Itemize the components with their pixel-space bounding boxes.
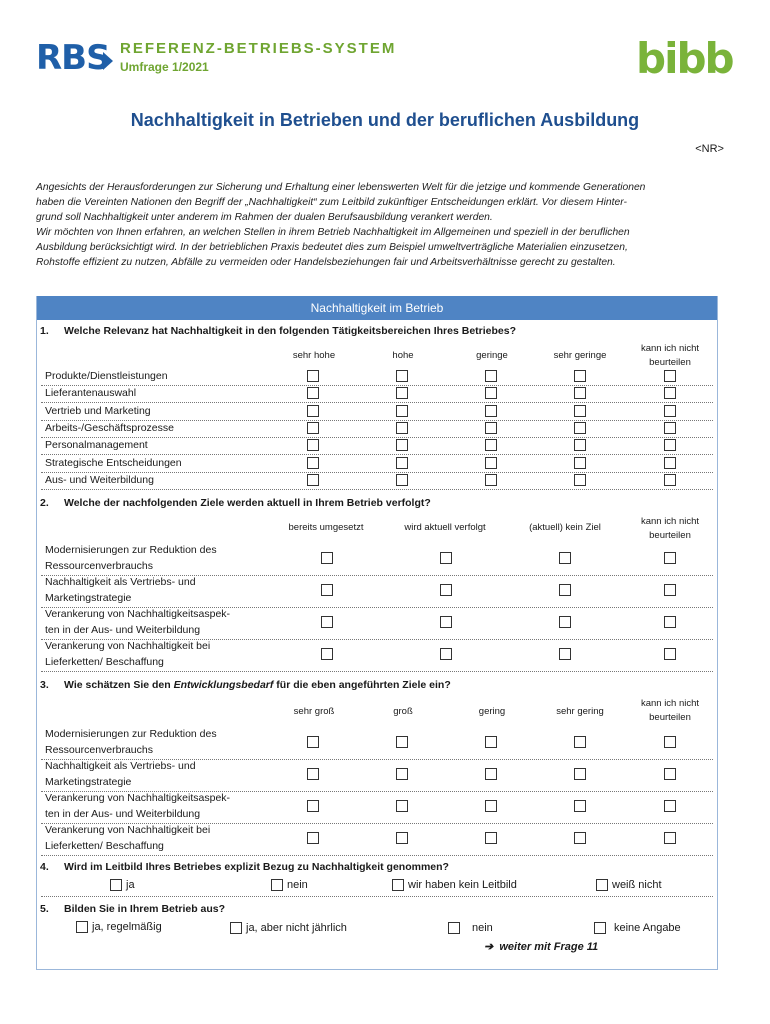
checkbox[interactable] xyxy=(307,439,319,451)
checkbox[interactable] xyxy=(664,370,676,382)
row-label-line: Nachhaltigkeit als Vertriebs- und xyxy=(45,760,196,772)
option-label: ja xyxy=(126,879,135,891)
intro-line: Angesichts der Herausforderungen zur Sicherung und Erhaltung einer lebenswerten Welt für die jetzige und kommende Generationen xyxy=(36,182,646,193)
row-divider xyxy=(41,385,713,386)
checkbox[interactable] xyxy=(596,879,608,891)
checkbox[interactable] xyxy=(574,457,586,469)
row-divider xyxy=(41,671,713,672)
checkbox[interactable] xyxy=(307,457,319,469)
intro-line: grund soll Nachhaltigkeit unter anderem im Rahmen der dualen Berufsausbildung verankert werden. xyxy=(36,212,493,223)
q4-option-kein-leitbild[interactable] xyxy=(392,879,517,891)
page-title: Nachhaltigkeit in Betrieben und der beruflichen Ausbildung xyxy=(130,110,640,130)
intro-line: Wir möchten von Ihnen erfahren, an welchen Stellen in ihrem Betrieb Nachhaltigkeit im Allgemeinen und speziell in der beruflichen xyxy=(36,227,630,238)
option-label: ja, regelmäßig xyxy=(92,921,162,933)
row-label xyxy=(45,368,168,384)
checkbox[interactable] xyxy=(664,457,676,469)
question-number: 3. xyxy=(40,679,49,691)
column-header: groß xyxy=(393,706,413,717)
checkbox[interactable] xyxy=(440,584,452,596)
checkbox[interactable] xyxy=(440,616,452,628)
row-label-line: Vertrieb und Marketing xyxy=(45,404,151,417)
checkbox[interactable] xyxy=(396,370,408,382)
row-label xyxy=(45,638,210,670)
checkbox[interactable] xyxy=(271,879,283,891)
row-label-line: Ressourcenverbrauchs xyxy=(45,744,153,756)
row-label xyxy=(45,726,217,758)
q5-option-nicht-jaehrlich[interactable] xyxy=(230,922,347,934)
intro-line: Ausbildung berücksichtigt wird. In der betrieblichen Praxis bedeutet dies zum Beispiel umweltverträgliche Materialien einzusetzen, xyxy=(36,242,628,253)
row-label-line: Arbeits-/Geschäftsprozesse xyxy=(45,421,174,434)
row-label xyxy=(45,790,230,822)
column-header: kann ich nicht beurteilen xyxy=(640,698,700,723)
column-header: wird aktuell verfolgt xyxy=(404,522,486,533)
checkbox[interactable] xyxy=(321,648,333,660)
column-header: bereits umgesetzt xyxy=(288,522,364,533)
question-text: Wird im Leitbild Ihres Betriebes explizit Bezug zu Nachhaltigkeit genommen? xyxy=(64,861,449,873)
checkbox[interactable] xyxy=(396,736,408,748)
checkbox[interactable] xyxy=(559,552,571,564)
rbs-logo: RBS xyxy=(36,38,110,78)
row-label-line: Modernisierungen zur Reduktion des xyxy=(45,544,217,556)
row-label xyxy=(45,385,136,401)
checkbox[interactable] xyxy=(307,800,319,812)
checkbox[interactable] xyxy=(664,616,676,628)
column-header: sehr hohe xyxy=(292,350,336,361)
checkbox[interactable] xyxy=(664,648,676,660)
skip-instruction xyxy=(484,940,598,953)
row-label xyxy=(45,455,182,471)
question-2 xyxy=(40,497,431,509)
q4-option-weiss-nicht[interactable] xyxy=(596,879,662,891)
checkbox[interactable] xyxy=(485,800,497,812)
option-label: nein xyxy=(472,922,493,934)
row-label xyxy=(45,758,196,790)
checkbox[interactable] xyxy=(559,584,571,596)
row-label-line: Nachhaltigkeit als Vertriebs- und xyxy=(45,576,196,588)
question-1 xyxy=(40,325,516,337)
checkbox[interactable] xyxy=(230,922,242,934)
option-label: ja, aber nicht jährlich xyxy=(246,922,347,934)
checkbox[interactable] xyxy=(559,648,571,660)
row-divider xyxy=(41,489,713,490)
checkbox[interactable] xyxy=(664,832,676,844)
checkbox[interactable] xyxy=(574,439,586,451)
checkbox[interactable] xyxy=(664,800,676,812)
row-label-line: Modernisierungen zur Reduktion des xyxy=(45,728,217,740)
checkbox[interactable] xyxy=(485,457,497,469)
checkbox[interactable] xyxy=(307,736,319,748)
column-header: sehr geringe xyxy=(553,350,607,361)
checkbox[interactable] xyxy=(307,474,319,486)
rbs-arrow-icon xyxy=(103,52,113,70)
question-5 xyxy=(40,903,225,915)
row-label-line: Produkte/Dienstleistungen xyxy=(45,370,168,382)
checkbox[interactable] xyxy=(664,552,676,564)
column-header: kann ich nicht beurteilen xyxy=(640,343,700,368)
row-label-line: Strategische Entscheidungen xyxy=(45,456,182,469)
option-label: wir haben kein Leitbild xyxy=(408,879,517,891)
column-header: (aktuell) kein Ziel xyxy=(529,522,601,533)
row-label-line: Verankerung von Nachhaltigkeitsaspek- xyxy=(45,792,231,804)
checkbox[interactable] xyxy=(396,422,408,434)
question-text-emphasis: Entwicklungsbedarf xyxy=(173,679,274,691)
row-label-line: Lieferketten/ Beschaffung xyxy=(45,656,164,668)
checkbox[interactable] xyxy=(485,387,497,399)
question-number: 2. xyxy=(40,497,49,509)
row-label xyxy=(45,437,148,453)
checkbox[interactable] xyxy=(664,387,676,399)
row-label-line: Personalmanagement xyxy=(45,439,148,452)
q4-option-ja[interactable] xyxy=(110,879,135,891)
q5-option-keine-angabe[interactable] xyxy=(594,922,681,934)
section-frame xyxy=(717,296,718,970)
checkbox[interactable] xyxy=(307,422,319,434)
checkbox[interactable] xyxy=(594,922,606,934)
question-4 xyxy=(40,861,449,873)
checkbox[interactable] xyxy=(664,768,676,780)
checkbox[interactable] xyxy=(396,405,408,417)
checkbox[interactable] xyxy=(307,370,319,382)
checkbox[interactable] xyxy=(574,474,586,486)
question-number: 5. xyxy=(40,903,49,915)
system-title: REFERENZ-BETRIEBS-SYSTEM xyxy=(120,40,397,57)
checkbox[interactable] xyxy=(321,552,333,564)
checkbox[interactable] xyxy=(574,405,586,417)
checkbox[interactable] xyxy=(485,422,497,434)
q5-option-nein[interactable] xyxy=(448,922,493,934)
section-frame xyxy=(36,969,718,970)
row-label-line: Verankerung von Nachhaltigkeit bei xyxy=(45,824,211,836)
checkbox[interactable] xyxy=(664,736,676,748)
column-header: hohe xyxy=(392,350,414,361)
question-text-part: für die eben angeführten Ziele ein? xyxy=(273,679,451,691)
checkbox[interactable] xyxy=(574,800,586,812)
checkbox[interactable] xyxy=(574,736,586,748)
checkbox[interactable] xyxy=(485,832,497,844)
arrow-right-icon: ➔ xyxy=(484,941,494,953)
question-number: 4. xyxy=(40,861,49,873)
checkbox[interactable] xyxy=(559,616,571,628)
row-label-line: Marketingstrategie xyxy=(45,776,132,788)
row-label xyxy=(45,606,230,638)
column-header: kann ich nicht beurteilen xyxy=(640,516,700,541)
checkbox[interactable] xyxy=(392,879,404,891)
row-label xyxy=(45,542,217,574)
question-number: 1. xyxy=(40,325,49,337)
checkbox[interactable] xyxy=(396,439,408,451)
option-label: nein xyxy=(287,879,308,891)
row-label-line: Aus- und Weiterbildung xyxy=(45,473,154,486)
row-label-line: ten in der Aus- und Weiterbildung xyxy=(45,624,201,636)
checkbox[interactable] xyxy=(396,832,408,844)
q5-option-regelmaessig[interactable] xyxy=(76,921,162,933)
option-label: weiß nicht xyxy=(612,879,662,891)
column-header: sehr groß xyxy=(293,706,335,717)
column-header: sehr gering xyxy=(556,706,604,717)
checkbox[interactable] xyxy=(396,768,408,780)
checkbox[interactable] xyxy=(307,768,319,780)
checkbox[interactable] xyxy=(321,616,333,628)
intro-line: Rohstoffe effizient zu nutzen, Abfälle zu vermeiden oder Handelsbeziehungen fair und Arbeitsverhältnisse gerecht zu gestalten. xyxy=(36,257,616,268)
row-label-line: Ressourcenverbrauchs xyxy=(45,560,153,572)
question-text: Welche Relevanz hat Nachhaltigkeit in den folgenden Tätigkeitsbereichen Ihres Betriebes? xyxy=(64,325,517,337)
checkbox[interactable] xyxy=(485,439,497,451)
question-3 xyxy=(40,679,451,691)
checkbox[interactable] xyxy=(574,422,586,434)
row-label xyxy=(45,472,154,488)
checkbox[interactable] xyxy=(574,370,586,382)
checkbox[interactable] xyxy=(664,439,676,451)
checkbox[interactable] xyxy=(321,584,333,596)
intro-line: haben die Vereinten Nationen den Begriff der „Nachhaltigkeit“ zum Leitbild zukünftiger Entscheidungen erklärt. Vor diesem Hinter- xyxy=(36,197,627,208)
checkbox[interactable] xyxy=(110,879,122,891)
column-header: geringe xyxy=(476,350,508,361)
checkbox[interactable] xyxy=(396,457,408,469)
checkbox[interactable] xyxy=(307,405,319,417)
row-label xyxy=(45,403,151,419)
row-label xyxy=(45,420,174,436)
nr-placeholder: <NR> xyxy=(695,143,724,155)
row-label-line: Verankerung von Nachhaltigkeit bei xyxy=(45,640,211,652)
checkbox[interactable] xyxy=(664,405,676,417)
checkbox[interactable] xyxy=(396,800,408,812)
checkbox[interactable] xyxy=(574,768,586,780)
row-divider xyxy=(41,855,713,856)
column-header: gering xyxy=(478,706,506,717)
row-label-line: ten in der Aus- und Weiterbildung xyxy=(45,808,201,820)
checkbox[interactable] xyxy=(485,768,497,780)
survey-label: Umfrage 1/2021 xyxy=(120,60,209,74)
checkbox[interactable] xyxy=(664,422,676,434)
checkbox[interactable] xyxy=(440,648,452,660)
checkbox[interactable] xyxy=(485,370,497,382)
checkbox[interactable] xyxy=(485,474,497,486)
row-label-line: Lieferantenauswahl xyxy=(45,387,137,400)
row-label-line: Lieferketten/ Beschaffung xyxy=(45,840,164,852)
row-label-line: Marketingstrategie xyxy=(45,592,132,604)
checkbox[interactable] xyxy=(396,387,408,399)
section-header: Nachhaltigkeit im Betrieb xyxy=(36,296,718,320)
question-text: Welche der nachfolgenden Ziele werden aktuell in Ihrem Betrieb verfolgt? xyxy=(64,497,431,509)
intro-text xyxy=(36,180,726,270)
section-frame xyxy=(36,296,37,970)
option-label: keine Angabe xyxy=(614,922,681,934)
checkbox[interactable] xyxy=(76,921,88,933)
question-text-part: Wie schätzen Sie den xyxy=(64,679,174,691)
checkbox[interactable] xyxy=(448,922,460,934)
checkbox[interactable] xyxy=(485,405,497,417)
row-label xyxy=(45,822,210,854)
checkbox[interactable] xyxy=(396,474,408,486)
checkbox[interactable] xyxy=(664,584,676,596)
bibb-logo: bibb xyxy=(636,34,733,83)
row-label xyxy=(45,574,196,606)
divider xyxy=(41,896,713,897)
checkbox[interactable] xyxy=(307,387,319,399)
skip-text: weiter mit Frage 11 xyxy=(499,941,599,953)
checkbox[interactable] xyxy=(574,387,586,399)
checkbox[interactable] xyxy=(574,832,586,844)
checkbox[interactable] xyxy=(440,552,452,564)
checkbox[interactable] xyxy=(664,474,676,486)
row-label-line: Verankerung von Nachhaltigkeitsaspek- xyxy=(45,608,231,620)
question-text: Bilden Sie in Ihrem Betrieb aus? xyxy=(64,903,226,915)
checkbox[interactable] xyxy=(485,736,497,748)
q4-option-nein[interactable] xyxy=(271,879,308,891)
checkbox[interactable] xyxy=(307,832,319,844)
